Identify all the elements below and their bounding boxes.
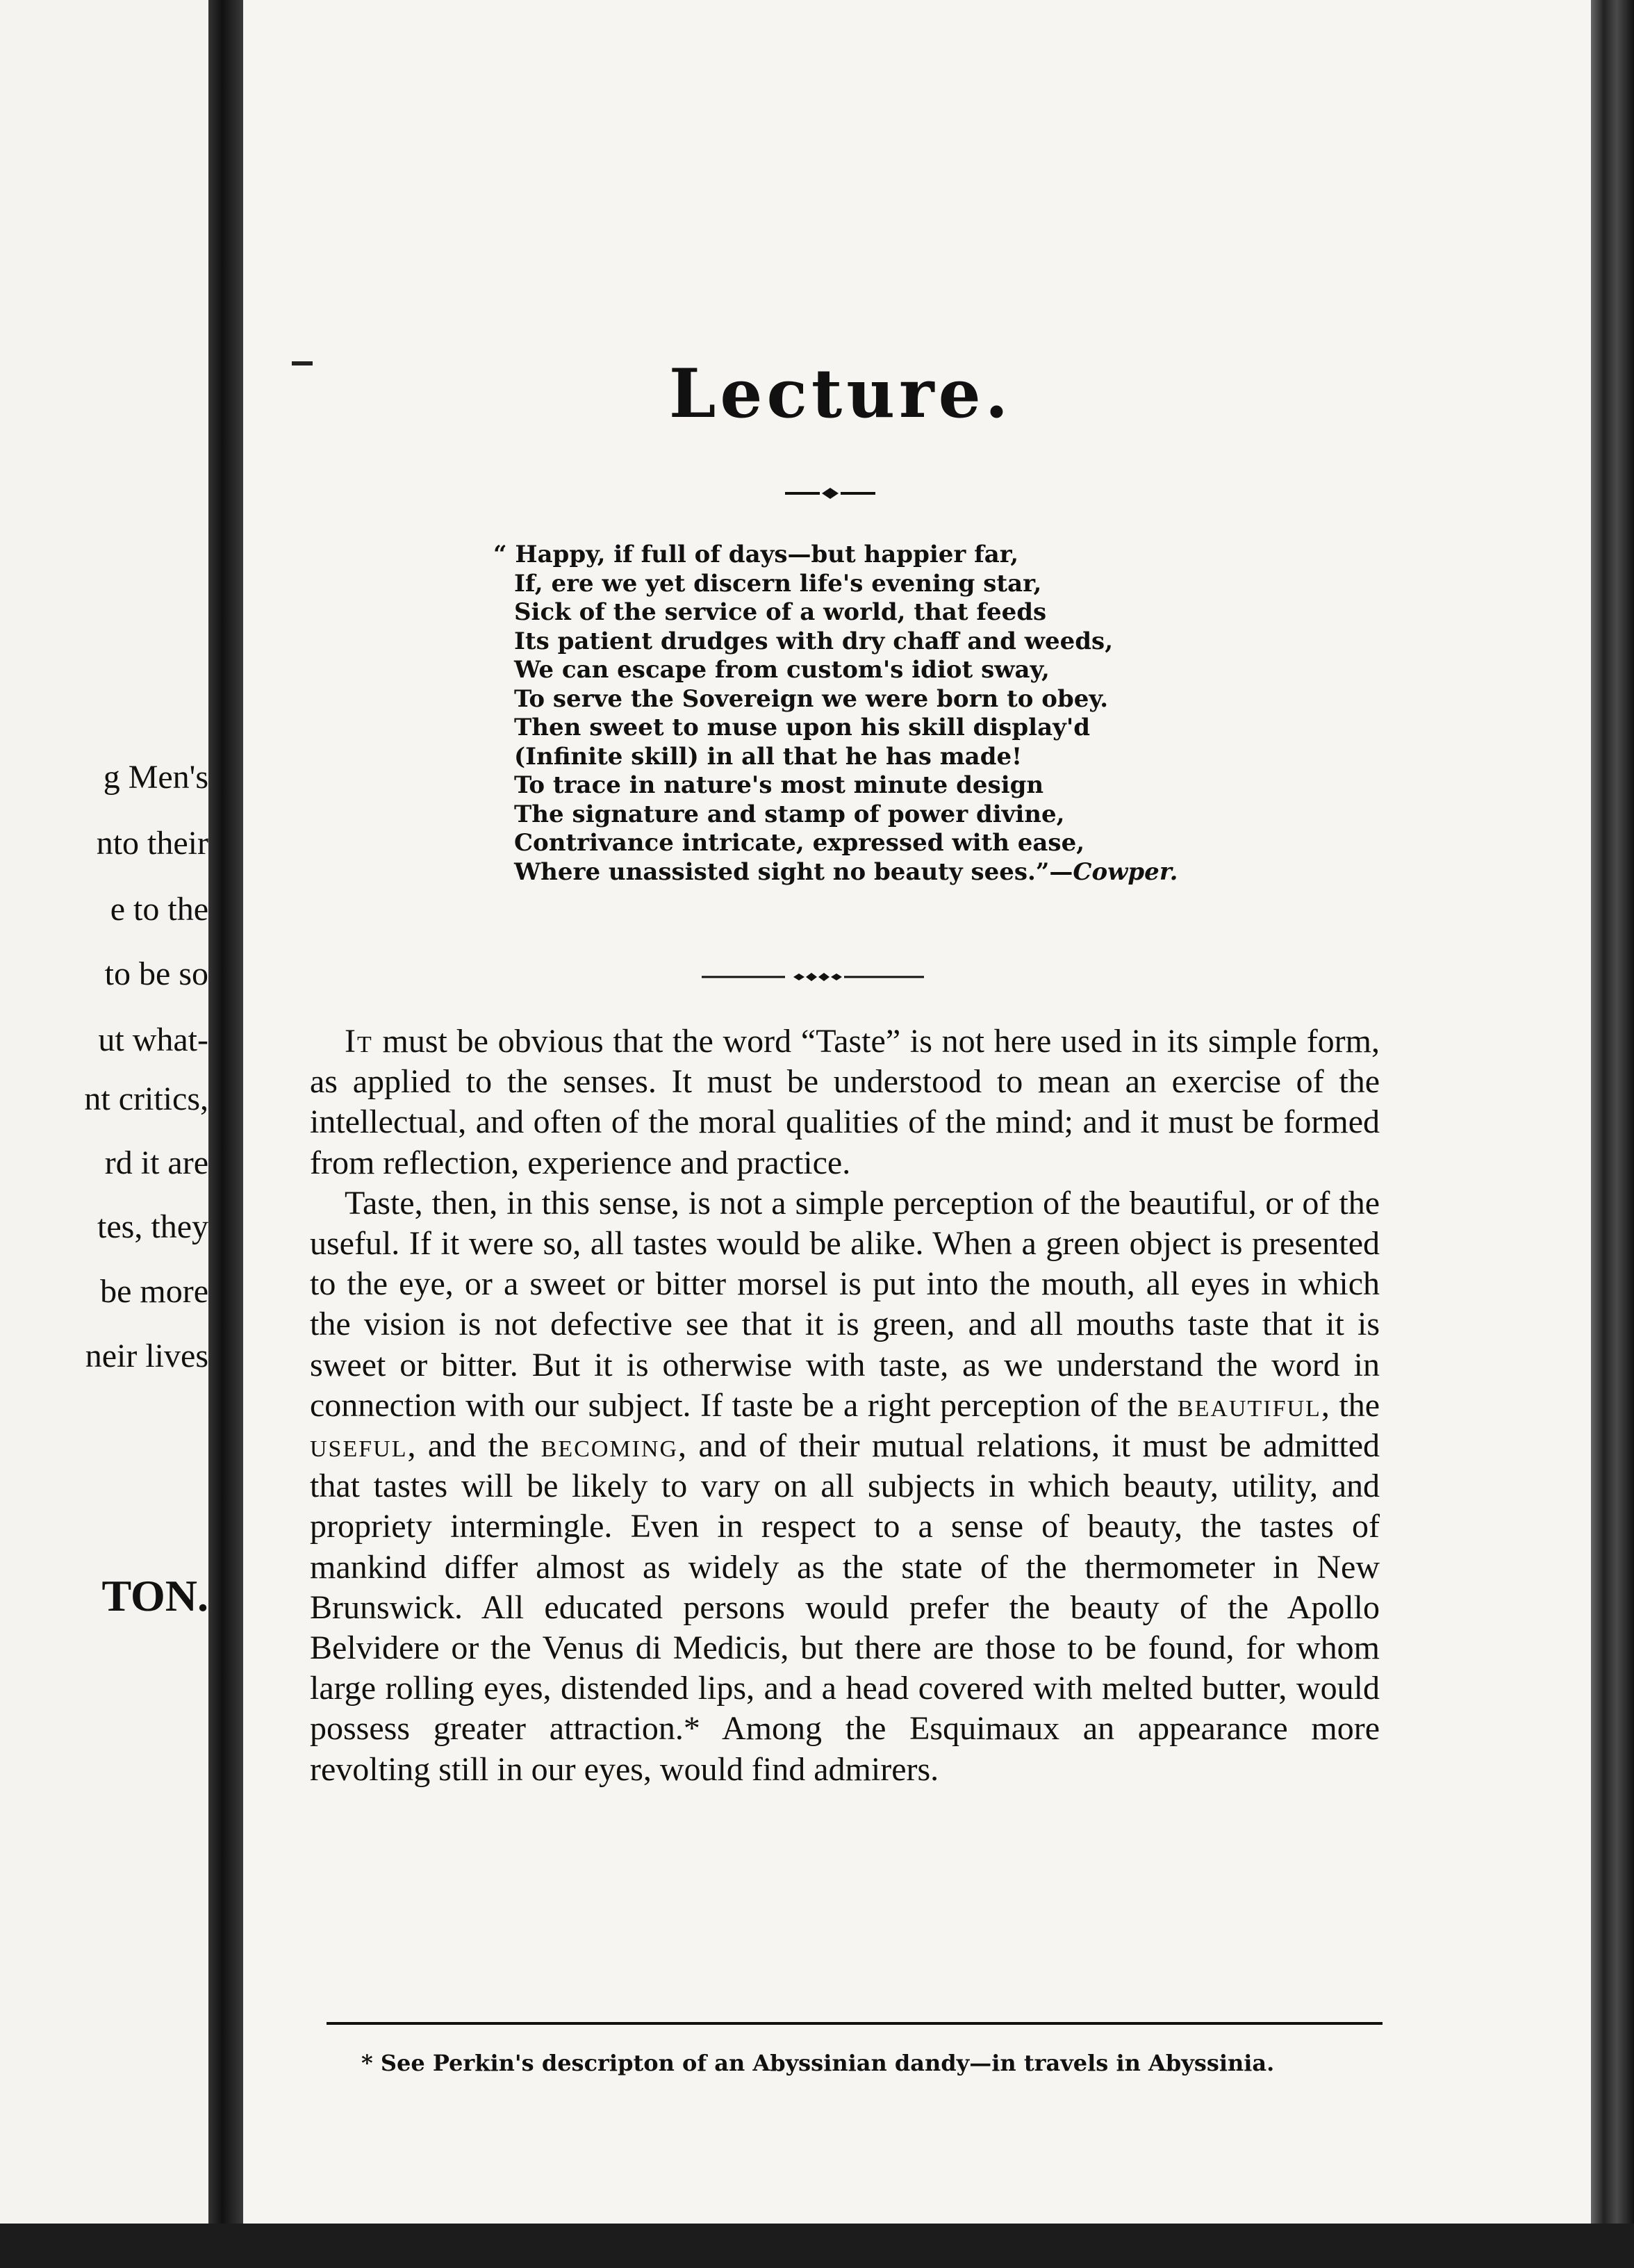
- epigraph-line: The signature and stamp of power divine,: [514, 800, 1065, 828]
- epigraph-line: To serve the Sovereign we were born to obey.: [514, 684, 1109, 713]
- epigraph-line-last: [514, 858, 1251, 887]
- epigraph-line: Then sweet to muse upon his skill display'd: [514, 714, 1091, 741]
- paragraph: [310, 1021, 1380, 1183]
- epigraph-text: Where unassisted sight no beauty sees.”—: [514, 857, 1073, 886]
- left-page-line: neir lives: [85, 1338, 208, 1374]
- left-page-heading: TON.: [101, 1571, 208, 1620]
- left-page-line: to be so: [104, 955, 208, 992]
- epigraph: [493, 541, 1251, 887]
- book-gutter: [208, 0, 243, 2268]
- left-page-line: nt critics,: [84, 1080, 208, 1117]
- epigraph-line: “ Happy, if full of days—but happier far,: [493, 541, 1019, 568]
- footnote-rule: [327, 2022, 1383, 2025]
- margin-dash: [292, 361, 313, 365]
- left-page: [0, 0, 208, 2224]
- paragraph-text: , and the: [407, 1427, 541, 1465]
- left-page-line: be more: [100, 1273, 208, 1310]
- page-edge: [1591, 0, 1634, 2268]
- lead-word: It: [345, 1023, 373, 1060]
- footnote: * See Perkin's descripton of an Abyssinian dandy—in travels in Abyssinia.: [361, 2050, 1275, 2076]
- left-page-line: nto their: [96, 825, 208, 862]
- epigraph-line: Its patient drudges with dry chaff and weeds,: [514, 627, 1114, 655]
- paragraph-text: , the: [1321, 1386, 1380, 1424]
- small-caps-term: useful: [310, 1427, 408, 1465]
- paragraph-text: Taste, then, in this sense, is not a simple perception of the beautiful, or of the useful. If it were so, all tastes would be alike. When a green object is presented to the eye, or a sweet or bitter morsel is put into the mouth, all eyes in which the vision is not defective see that it is green, and all mouths taste that it is sweet or bitter. But it is otherwise with taste, as we understand the word in connection with our subject. If taste be a right perception of the: [310, 1184, 1380, 1424]
- small-caps-term: beautiful: [1177, 1386, 1321, 1424]
- paragraph-text: must be obvious that the word “Taste” is not here used in its simple form, as applied to the senses. It must be understood to mean an exercise of the intellectual, and often of the moral qualities of the mind; and it must be formed from reflection, experience and practice.: [310, 1023, 1380, 1181]
- epigraph-line: Sick of the service of a world, that feeds: [514, 598, 1047, 626]
- left-page-line: tes, they: [97, 1208, 208, 1245]
- epigraph-line: (Infinite skill) in all that he has made!: [514, 742, 1023, 771]
- ornament-divider-top: [785, 486, 875, 500]
- epigraph-line: To trace in nature's most minute design: [514, 771, 1044, 799]
- ornament-divider-middle: [702, 970, 924, 984]
- epigraph-line: We can escape from custom's idiot sway,: [514, 656, 1050, 684]
- left-page-line: ut what-: [98, 1021, 208, 1058]
- left-page-line: g Men's: [103, 759, 208, 796]
- epigraph-line: Contrivance intricate, expressed with ease,: [514, 829, 1085, 857]
- left-page-line: rd it are: [104, 1144, 208, 1181]
- small-caps-term: becoming: [540, 1427, 679, 1465]
- epigraph-author: Cowper.: [1073, 857, 1178, 886]
- epigraph-line: If, ere we yet discern life's evening star,: [514, 569, 1042, 598]
- page-title: Lecture.: [668, 354, 1013, 433]
- lecture-body: [310, 1021, 1380, 1790]
- scan-bottom-edge: [0, 2224, 1634, 2268]
- left-page-line: e to the: [110, 891, 208, 928]
- paragraph: [310, 1183, 1380, 1790]
- paragraph-text: , and of their mutual relations, it must be admitted that tastes will be likely to vary on all subjects in which beauty, utility, and propriety intermingle. Even in respect to a sense of beauty, the tastes of mankind differ almost as widely as the state of the thermometer in New Brunswick. All educated persons would prefer the beauty of the Apollo Belvidere or the Venus di Medicis, but there are those to be found, for whom large rolling eyes, distended lips, and a head covered with melted butter, would possess greater attraction.* Among the Esquimaux an appearance more revolting still in our eyes, would find admirers.: [310, 1427, 1380, 1788]
